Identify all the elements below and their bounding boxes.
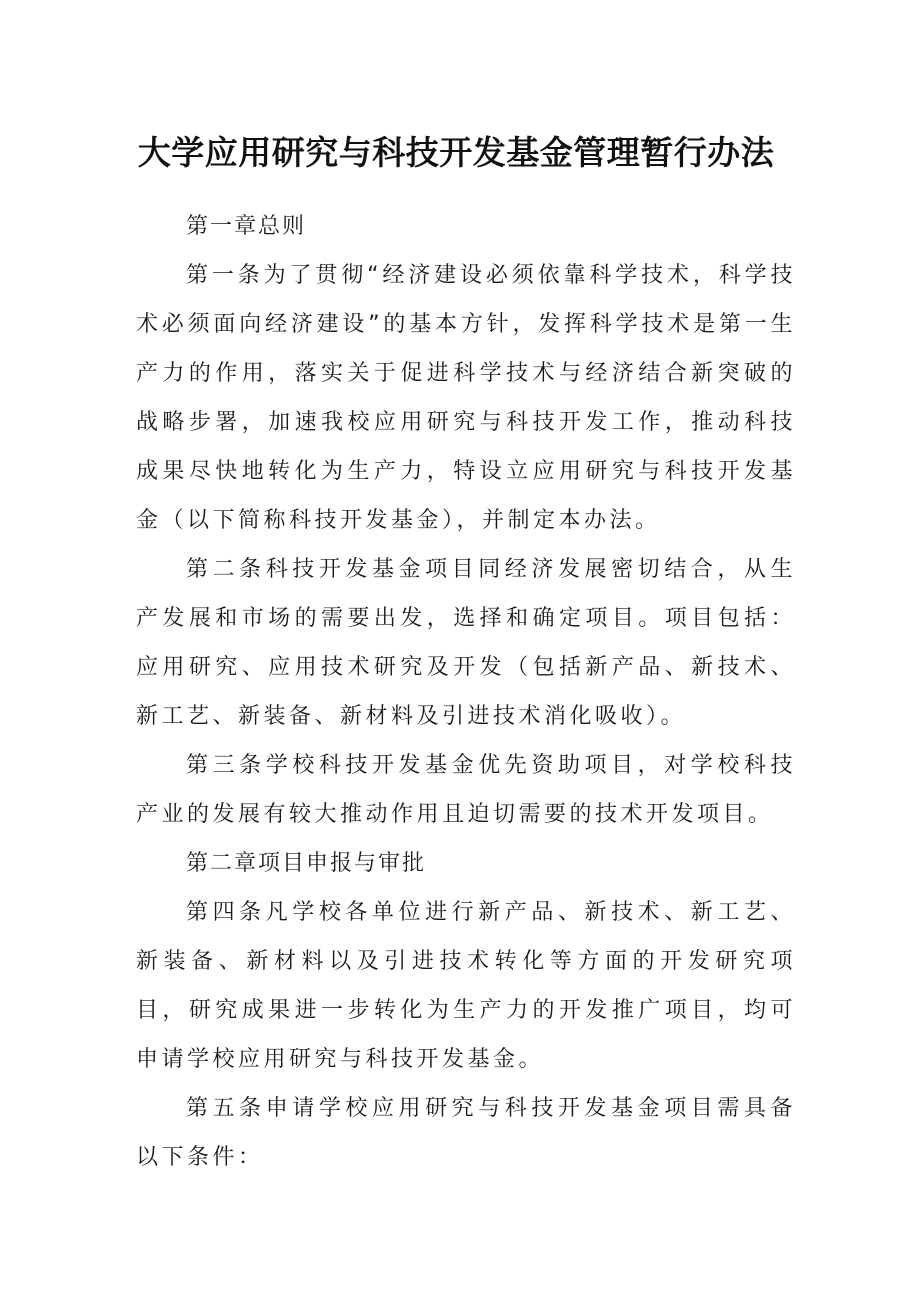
document-title: 大学应用研究与科技开发基金管理暂行办法 (137, 133, 775, 172)
article-3: 第三条学校科技开发基金优先资助项目，对学校科技产业的发展有较大推动作用且迫切需要的技术开发项目。 (136, 753, 796, 827)
article-4: 第四条凡学校各单位进行新产品、新技术、新工艺、新装备、新材料以及引进技术转化等方面的开发研究项目，研究成果进一步转化为生产力的开发推广项目，均可申请学校应用研究与科技开发基金。 (136, 900, 796, 1072)
document-body (136, 202, 796, 1182)
article-5: 第五条申请学校应用研究与科技开发基金项目需具备以下条件： (136, 1096, 796, 1170)
chapter-1-heading: 第一章总则 (186, 214, 307, 239)
article-2: 第二条科技开发基金项目同经济发展密切结合，从生产发展和市场的需要出发，选择和确定项目。项目包括：应用研究、应用技术研究及开发（包括新产品、新技术、新工艺、新装备、新材料及引进技术消化吸收）。 (136, 557, 796, 729)
chapter-2-heading: 第二章项目申报与审批 (186, 851, 427, 876)
article-1: 第一条为了贯彻“经济建设必须依靠科学技术，科学技术必须面向经济建设”的基本方针，发挥科学技术是第一生产力的作用，落实关于促进科学技术与经济结合新突破的战略步署，加速我校应用研究与科技开发工作，推动科技成果尽快地转化为生产力，特设立应用研究与科技开发基金（以下简称科技开发基金），并制定本办法。 (136, 263, 796, 533)
